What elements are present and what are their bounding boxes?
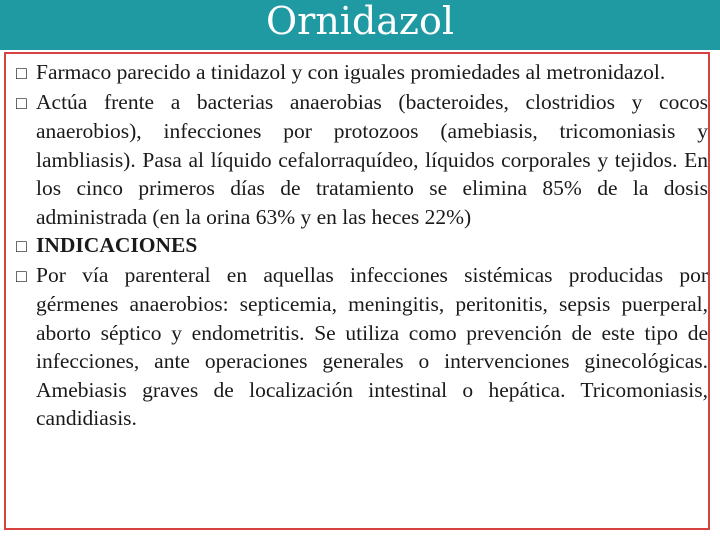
section-heading: INDICACIONES bbox=[36, 233, 198, 257]
slide-title: Ornidazol bbox=[266, 0, 454, 43]
paragraph-text: Farmaco parecido a tinidazol y con iguales promiedades al metronidazol. bbox=[36, 60, 666, 84]
paragraph-actua bbox=[16, 88, 708, 232]
bullet-icon: □ bbox=[16, 265, 27, 286]
body-text bbox=[16, 58, 708, 433]
paragraph-farmaco bbox=[16, 58, 708, 88]
paragraph-text: Por vía parenteral en aquellas infecciones sistémicas producidas por gérmenes anaerobios: septicemia, meningitis, peritonitis, sepsis puerperal, aborto séptico y endometritis. Se utiliza como prevención de este tipo de infecciones, ante operaciones generales o intervenciones ginecológicas. Amebiasis graves de localización intestinal o hepática. Tricomoniasis, candidiasis. bbox=[36, 262, 708, 430]
content-box bbox=[4, 52, 710, 530]
bullet-icon: □ bbox=[16, 63, 27, 83]
heading-indicaciones bbox=[16, 231, 708, 261]
bullet-icon: □ bbox=[16, 92, 27, 113]
paragraph-text: Actúa frente a bacterias anaerobias (bacteroides, clostridios y cocos anaerobios), infecciones por protozoos (amebiasis, tricomoniasis y lambliasis). Pasa al líquido cefalorraquídeo, líquidos corporales y tejidos. En los cinco primeros días de tratamiento se elimina 85% de la dosis administrada (en la orina 63% y en las heces 22%) bbox=[36, 89, 708, 229]
paragraph-parenteral bbox=[16, 261, 708, 433]
bullet-icon: □ bbox=[16, 236, 27, 256]
title-bar bbox=[0, 0, 720, 50]
